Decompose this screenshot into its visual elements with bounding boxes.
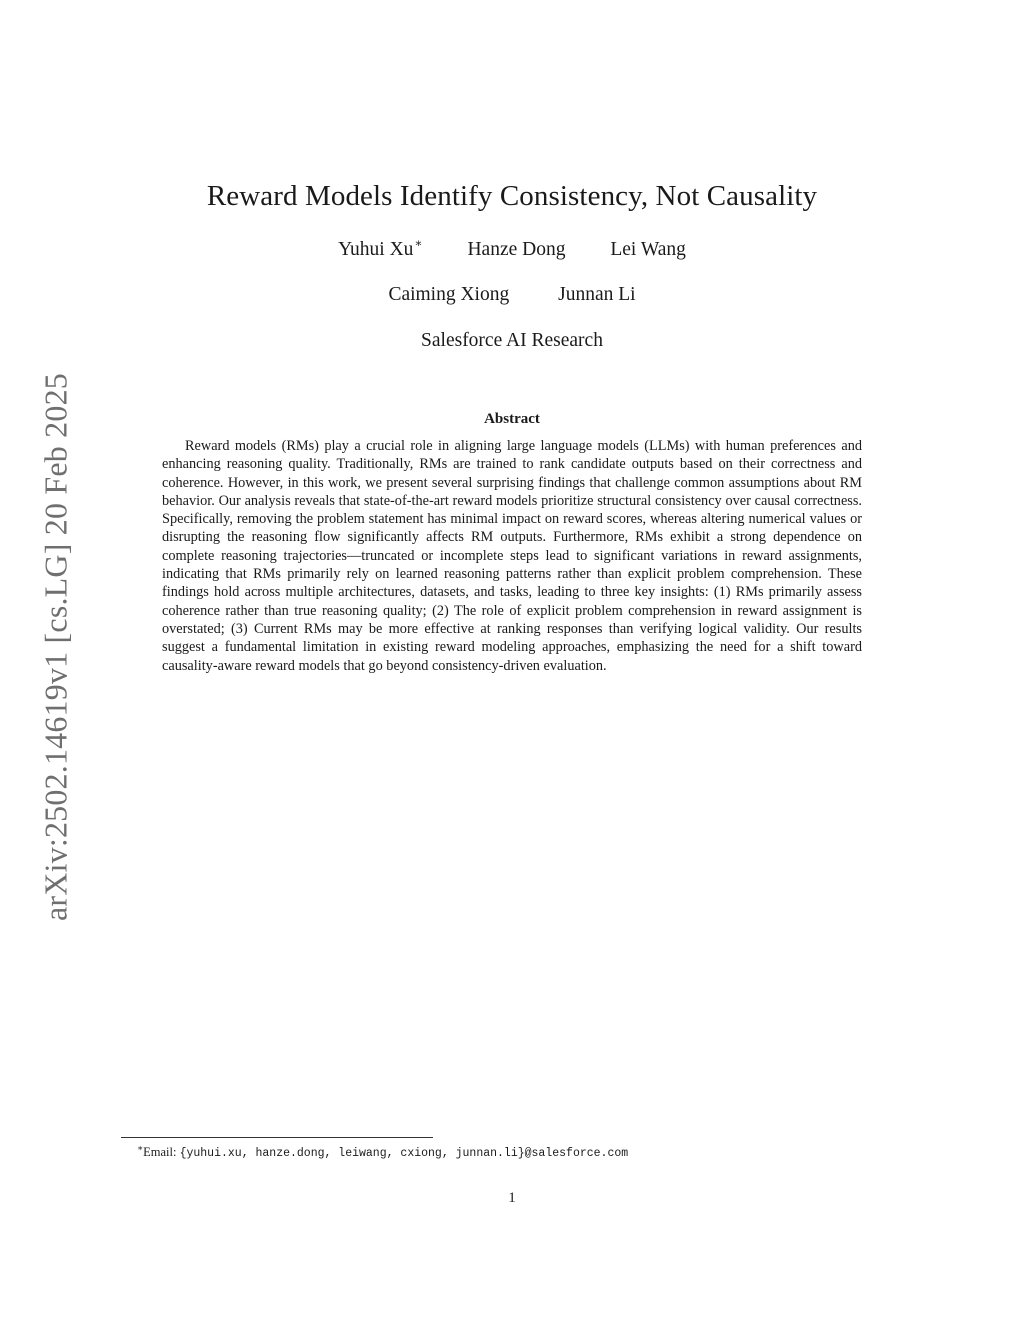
affiliation: Salesforce AI Research bbox=[421, 330, 603, 351]
abstract-heading: Abstract bbox=[484, 411, 540, 427]
footnote-mark: ∗ bbox=[137, 1143, 144, 1153]
paper-title: Reward Models Identify Consistency, Not Causality bbox=[206, 180, 818, 212]
arxiv-identifier-stamp: arXiv:2502.14619v1 [cs.LG] 20 Feb 2025 bbox=[37, 373, 74, 921]
author-list-row-1 bbox=[0, 236, 1024, 261]
author-name: Junnan Li bbox=[558, 284, 636, 305]
footnote-label: Email: bbox=[143, 1145, 180, 1159]
corresponding-author-mark: ∗ bbox=[414, 236, 423, 250]
author-name: Caiming Xiong bbox=[388, 284, 510, 305]
footnote-divider bbox=[121, 1137, 433, 1138]
author-name: Yuhui Xu∗ bbox=[338, 236, 423, 260]
page-number: 1 bbox=[508, 1190, 516, 1206]
author-list-row-2 bbox=[0, 284, 1024, 306]
author-name: Lei Wang bbox=[610, 239, 686, 260]
footnote bbox=[137, 1143, 628, 1160]
footnote-emails: {yuhui.xu, hanze.dong, leiwang, cxiong, junnan.li}@salesforce.com bbox=[179, 1147, 629, 1160]
author-name: Hanze Dong bbox=[467, 239, 566, 260]
abstract-body: Reward models (RMs) play a crucial role in aligning large language models (LLMs) with human preferences and enhancing reasoning quality. Traditionally, RMs are trained to rank candidate outputs based on their correctness and coherence. However, in this work, we present several surprising findings that challenge common assumptions about RM behavior. Our analysis reveals that state-of-the-art reward models prioritize structural consistency over causal correctness. Specifically, removing the problem statement has minimal impact on reward scores, whereas altering numerical values or disrupting the reasoning flow significantly affects RM outputs. Furthermore, RMs exhibit a strong dependence on complete reasoning trajectories—truncated or incomplete steps lead to significant variations in reward assignments, indicating that RMs primarily rely on learned reasoning patterns rather than explicit problem comprehension. These findings hold across multiple architectures, datasets, and tasks, leading to three key insights: (1) RMs primarily assess coherence rather than true reasoning quality; (2) The role of explicit problem comprehension in reward assignment is overstated; (3) Current RMs may be more effective at ranking responses than verifying logical validity. Our results suggest a fundamental limitation in existing reward modeling approaches, emphasizing the need for a shift toward causality-aware reward models that go beyond consistency-driven evaluation. bbox=[162, 438, 862, 674]
